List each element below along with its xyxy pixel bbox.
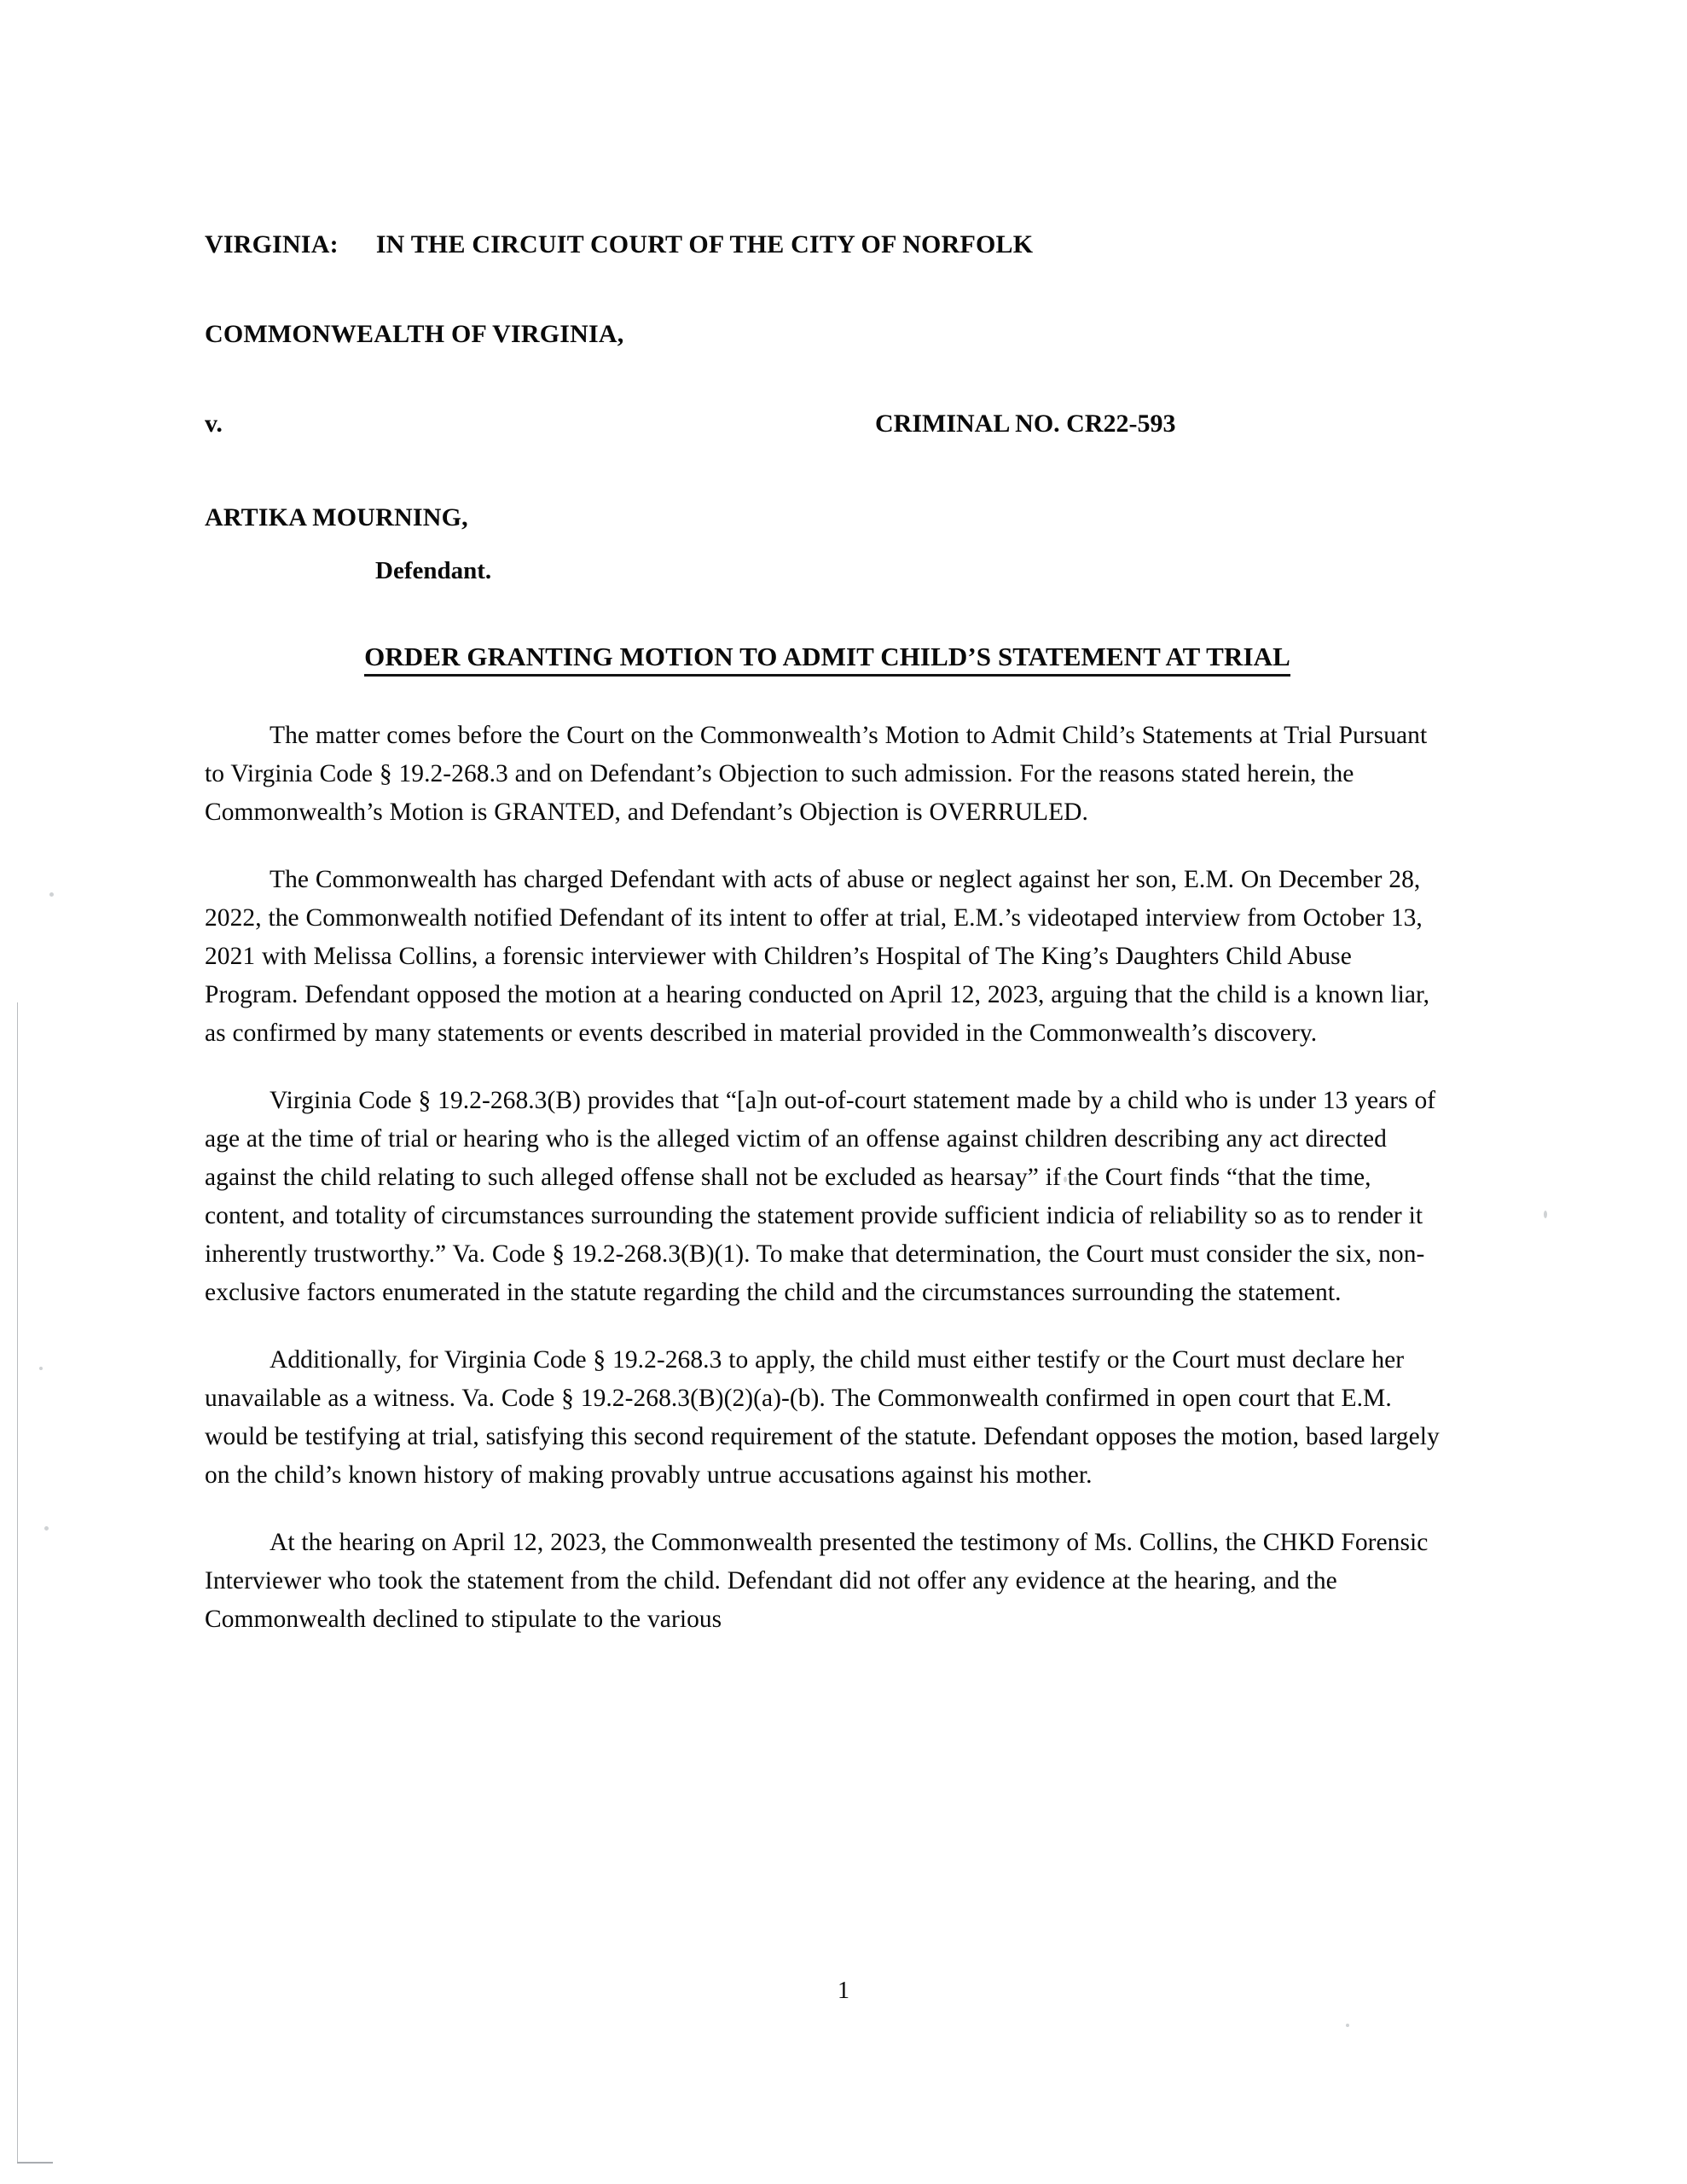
versus-label: v.: [205, 410, 223, 438]
court-name: IN THE CIRCUIT COURT OF THE CITY OF NORFOLK: [375, 230, 1034, 258]
defendant-name: ARTIKA MOURNING,: [205, 503, 468, 531]
jurisdiction-label: VIRGINIA:: [205, 230, 339, 258]
document-content: [205, 0, 1450, 1639]
body-paragraph: At the hearing on April 12, 2023, the Commonwealth presented the testimony of Ms. Collins, the CHKD Forensic Interviewer who took the statement from the child. Defendant did not offer any evidence at the hearing, and the Commonwealth declined to stipulate to the various: [205, 1529, 1429, 1633]
caption-gap: [205, 348, 1450, 410]
versus-row: [205, 410, 1450, 442]
case-number: CRIMINAL NO. CR22-593: [875, 410, 1176, 438]
defendant-role-label: Defendant.: [375, 557, 492, 584]
order-title-text: ORDER GRANTING MOTION TO ADMIT CHILD’S STATEMENT AT TRIAL: [364, 642, 1290, 677]
scan-edge-foot-artifact: [17, 2162, 53, 2164]
scan-speck: [1544, 1211, 1547, 1218]
scan-speck: [1346, 2024, 1349, 2027]
body-paragraph: The Commonwealth has charged Defendant with acts of abuse or neglect against her son, E.M. On December 28, 2022, the Commonwealth notified Defendant of its intent to offer at trial, E.M.’s videotaped interview from October 13, 2021 with Melissa Collins, a forensic interviewer with Children’s Hospital of The King’s Daughters Child Abuse Program. Defendant opposed the motion at a hearing conducted on April 12, 2023, arguing that the child is a known liar, as confirmed by many statements or events described in material provided in the Commonwealth’s discovery.: [205, 866, 1430, 1047]
caption-gap: [205, 531, 1450, 557]
body-paragraph: The matter comes before the Court on the Commonwealth’s Motion to Admit Child’s Statements at Trial Pursuant to Virginia Code § 19.2-268.3 and on Defendant’s Objection to such admission. For the reasons stated herein, the Commonwealth’s Motion is GRANTED, and Defendant’s Objection is OVERRULED.: [205, 722, 1428, 826]
body-paragraph: Virginia Code § 19.2-268.3(B) provides that “[a]n out-of-court statement made by a child who is under 13 years of age at the time of trial or hearing who is the alleged victim of an offense against children describing any act directed against the child relating to such alleged offense shall not be excluded as hearsay” if the Court finds “that the time, content, and totality of circumstances surrounding the statement provide sufficient indicia of reliability so as to render it inherently trustworthy.” Va. Code § 19.2-268.3(B)(1). To make that determination, the Court must consider the six, non-exclusive factors enumerated in the statute regarding the child and the circumstances surrounding the statement.: [205, 1087, 1436, 1306]
caption-gap: [205, 258, 1450, 320]
caption-gap: [205, 442, 1450, 503]
scan-speck: [44, 1526, 49, 1531]
order-body: [205, 717, 1450, 1639]
court-header-line: [205, 230, 1450, 258]
page-number: 1: [838, 1978, 849, 2004]
scan-speck: [39, 1367, 43, 1370]
order-title: [205, 642, 1450, 672]
body-paragraph: Additionally, for Virginia Code § 19.2-268.3 to apply, the child must either testify or the Court must declare her unavailable as a witness. Va. Code § 19.2-268.3(B)(2)(a)-(b). The Commonwealth confirmed in open court that E.M. would be testifying at trial, satisfying this second requirement of the statute. Defendant opposes the motion, based largely on the child’s known history of making provably untrue accusations against his mother.: [205, 1346, 1440, 1489]
plaintiff-name: COMMONWEALTH OF VIRGINIA,: [205, 320, 624, 348]
scan-speck: [49, 892, 54, 897]
case-caption: [205, 0, 1450, 585]
